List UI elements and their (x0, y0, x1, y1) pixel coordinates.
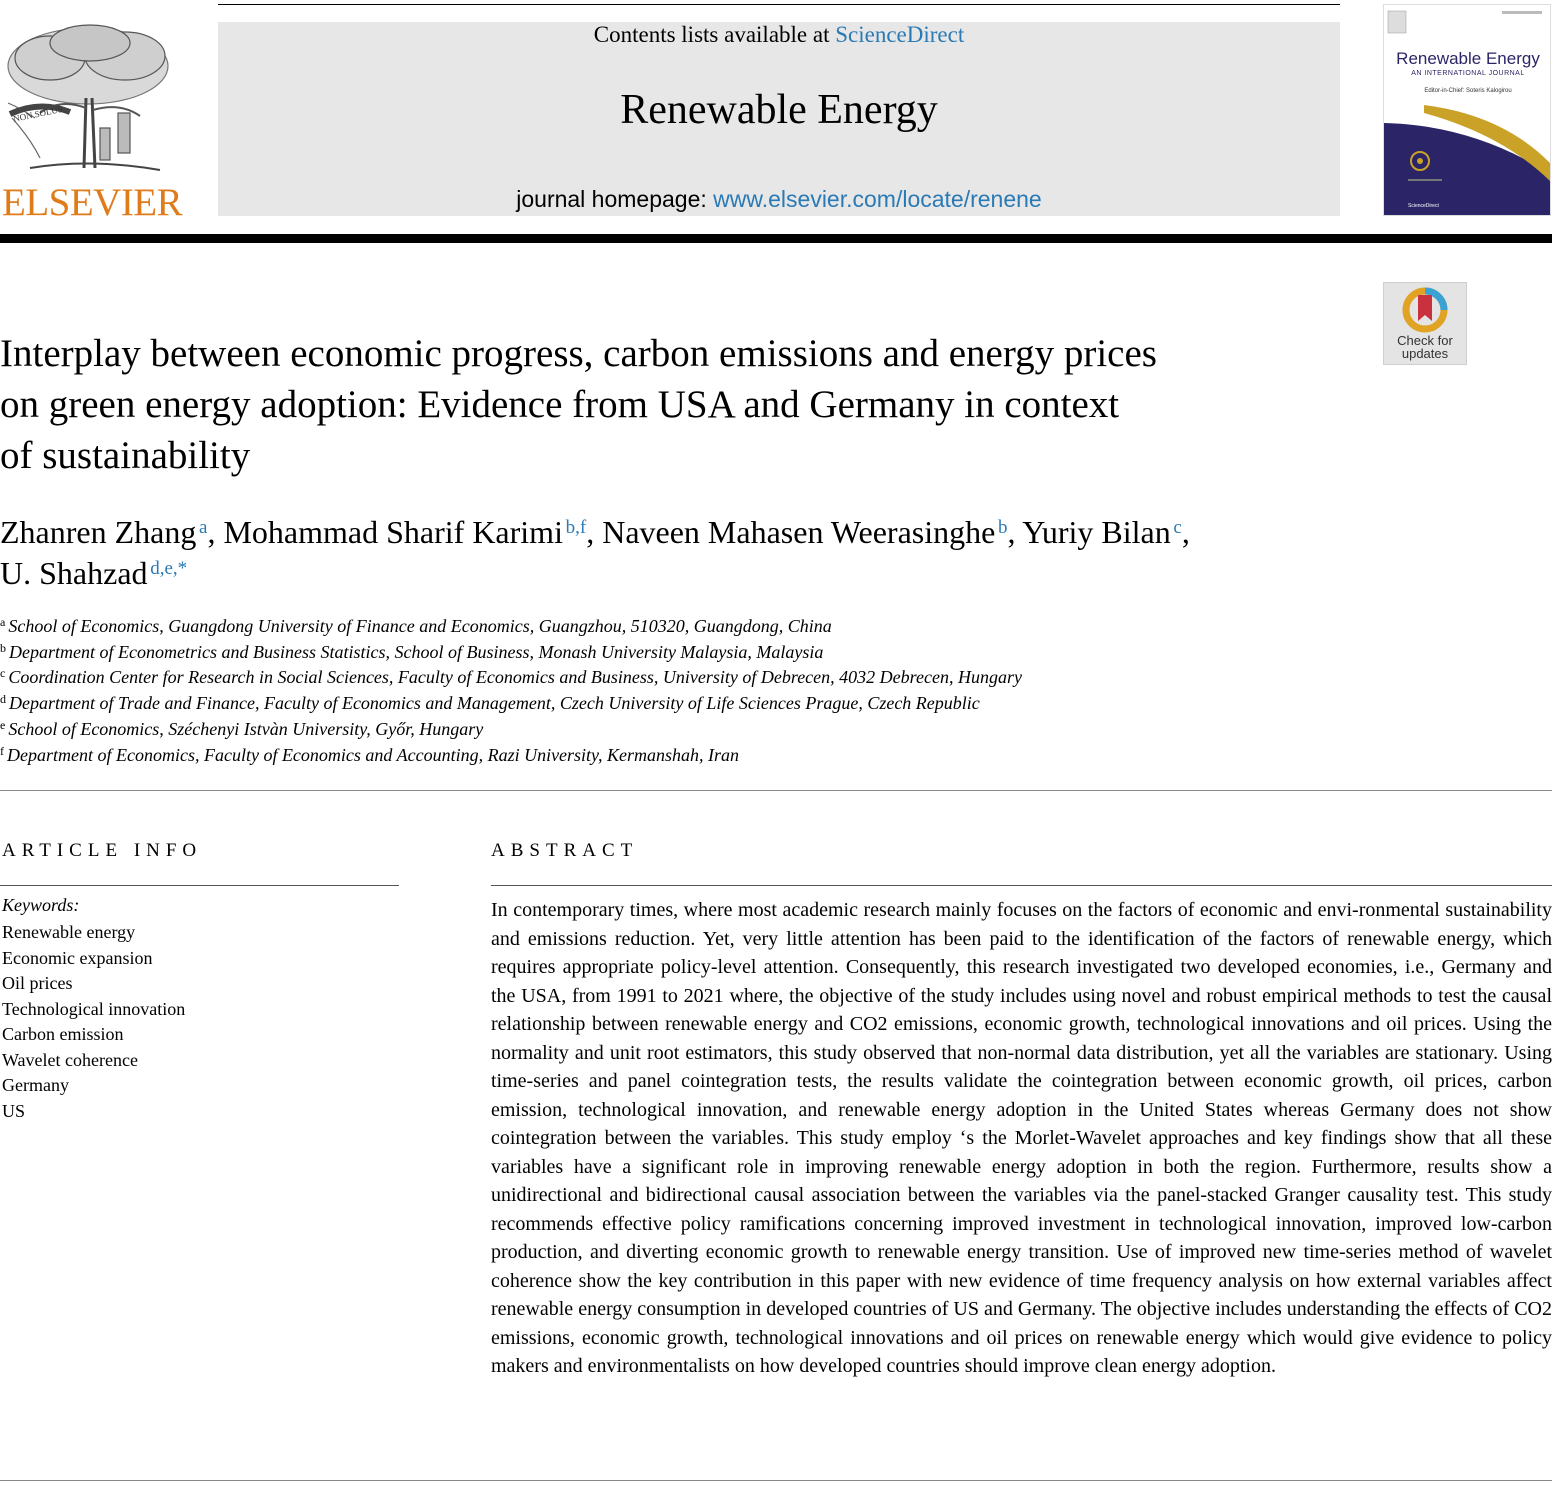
affiliation-item (0, 614, 1400, 640)
keyword-item: Germany (2, 1075, 69, 1095)
affiliation-item (0, 743, 1400, 769)
sciencedirect-link[interactable]: ScienceDirect (835, 22, 965, 47)
affiliation-text: School of Economics, Széchenyi Istvàn University, Győr, Hungary (8, 718, 484, 739)
journal-title: Renewable Energy (620, 87, 938, 133)
affiliation-mark: f (0, 743, 4, 758)
author-affiliation-link[interactable]: b,f (565, 517, 587, 538)
keyword-item: Technological innovation (2, 998, 186, 1019)
affiliation-mark: e (0, 717, 6, 732)
author-name[interactable]: Naveen Mahasen Weerasinghe (602, 514, 996, 550)
crossmark-label (1384, 334, 1466, 360)
keywords-label: Keywords: (2, 895, 80, 915)
article-title-line2: on green energy adoption: Evidence from USA and Germany in context (0, 383, 1120, 426)
affiliation-text: School of Economics, Guangdong University of Finance and Economics, Guangzhou, 510320, Guangdong, China (8, 616, 832, 636)
affiliation-text: Coordination Center for Research in Social Sciences, Faculty of Economics and Business, University of Debrecen, 4032 Debrecen, Hungary (8, 667, 1022, 688)
author-affiliation-link[interactable]: b (997, 517, 1008, 538)
bottom-rule (0, 1480, 1552, 1481)
author-name[interactable]: U. Shahzad (0, 555, 148, 591)
cover-subtitle: AN INTERNATIONAL JOURNAL (1411, 70, 1525, 77)
affiliation-text: Department of Econometrics and Business Statistics, School of Business, Monash University Malaysia, Malaysia (9, 641, 824, 662)
elsevier-wordmark: ELSEVIER (2, 181, 183, 224)
affiliation-mark: d (0, 692, 6, 707)
author-name[interactable]: Mohammad Sharif Karimi (223, 514, 563, 550)
affiliation-mark: b (0, 640, 6, 655)
crossmark-label-line1: Check for (1397, 333, 1453, 348)
article-info-heading: ARTICLE INFO (2, 840, 203, 861)
author-separator: , (1007, 514, 1023, 550)
author-name[interactable]: Zhanren Zhang (0, 514, 197, 550)
cover-footer: ScienceDirect (1408, 203, 1439, 209)
affiliation-list (0, 614, 1400, 768)
homepage-prefix: journal homepage: (516, 186, 714, 212)
abstract-rule (491, 885, 1552, 886)
author-affiliation-link[interactable]: d,e,* (150, 558, 188, 579)
crossmark-label-line2: updates (1401, 346, 1449, 361)
affiliation-item (0, 665, 1400, 691)
keyword-list (2, 920, 185, 1124)
homepage-line (218, 186, 1340, 213)
article-info-rule (0, 885, 399, 886)
abstract-heading: ABSTRACT (491, 840, 639, 861)
keyword-item: Carbon emission (2, 1024, 124, 1044)
crossmark-icon (1401, 286, 1449, 334)
author-affiliation-link[interactable]: c (1173, 517, 1182, 538)
keyword-item: US (2, 1100, 26, 1121)
check-for-updates-button[interactable] (1383, 282, 1467, 365)
article-title (0, 328, 1345, 481)
keyword-item: Wavelet coherence (2, 1049, 138, 1070)
affiliation-item (0, 640, 1400, 666)
contents-prefix: Contents lists available at (593, 22, 836, 47)
author-name[interactable]: Yuriy Bilan (1022, 514, 1171, 550)
keyword-item: Renewable energy (2, 922, 136, 942)
journal-cover-thumbnail[interactable] (1383, 4, 1551, 216)
abstract-text: In contemporary times, where most academic research mainly focuses on the factors of economic and envi-ronmental sustainability and emissions reduction. Yet, very little attention has been paid to the identification of the factors of renewable energy, which requires appropriate policy-level attention. Consequently, this research investigated two developed economies, i.e., Germany and the USA, from 1991 to 2021 where, the objective of the study includes using novel and robust empirical methods to test the causal relationship between renewable energy and CO2 emissions, economic growth, technological innovations and oil prices. Using the normality and unit root estimators, this study observed that non-normal data distribution, yet all the variables are stationary. Using time-series and panel cointegration tests, the results validate the cointegration between economic growth, oil prices, carbon emission, technological innovation, and renewable energy adoption in the United States whereas Germany does not show cointegration between the variables. This study employ ‘s the Morlet-Wavelet approaches and key findings show that all these variables have a significant role in improving renewable energy adoption in both the region. Furthermore, results show a unidirectional and bidirectional causal association between the variables via the panel-stacked Granger causality test. This study recommends effective policy ramifications concerning improved investment in technological innovation, improved low-carbon production, and diverting economic growth to renewable energy transition. Use of improved new time-series method of wavelet coherence show the key contribution in this paper with new evidence of time frequency analysis on how external variables affect renewable energy consumption in developed countries of US and Germany. The objective includes understanding the effects of CO2 emissions, economic growth, technological innovations and oil prices on renewable energy which would give evidence to policy makers and environmentalists on how developed countries should improve clean energy adoption. (491, 899, 1552, 1377)
svg-text:NON SOLUS: NON SOLUS (12, 103, 64, 124)
journal-homepage-link[interactable]: www.elsevier.com/locate/renene (713, 186, 1042, 212)
affiliation-item (0, 691, 1400, 717)
cover-editor: Editor-in-Chief: Soteris Kalogirou (1424, 88, 1512, 94)
author-separator: , (586, 514, 603, 550)
author-affiliation-link[interactable]: a (199, 517, 208, 538)
affiliation-text: Department of Trade and Finance, Faculty of Economics and Management, Czech University of Life Sciences Prague, Czech Republic (9, 693, 980, 714)
keyword-item: Oil prices (2, 973, 73, 993)
cover-journal-name: Renewable Energy (1396, 49, 1540, 68)
top-rule (218, 4, 1340, 5)
keyword-item: Economic expansion (2, 947, 153, 968)
author-separator: , (207, 514, 224, 550)
contents-line (218, 22, 1340, 48)
affiliation-mark: a (0, 615, 6, 629)
article-title-line1: Interplay between economic progress, carbon emissions and energy prices (0, 332, 1157, 375)
header-divider (0, 234, 1552, 243)
affiliation-mark: c (0, 666, 6, 681)
author-separator: , (1181, 514, 1190, 550)
affiliation-text: Department of Economics, Faculty of Economics and Accounting, Razi University, Kermanshah, Iran (7, 744, 740, 765)
author-list (0, 512, 1345, 594)
section-divider (0, 790, 1552, 791)
affiliation-item (0, 717, 1400, 743)
article-title-line3: of sustainability (0, 434, 251, 477)
